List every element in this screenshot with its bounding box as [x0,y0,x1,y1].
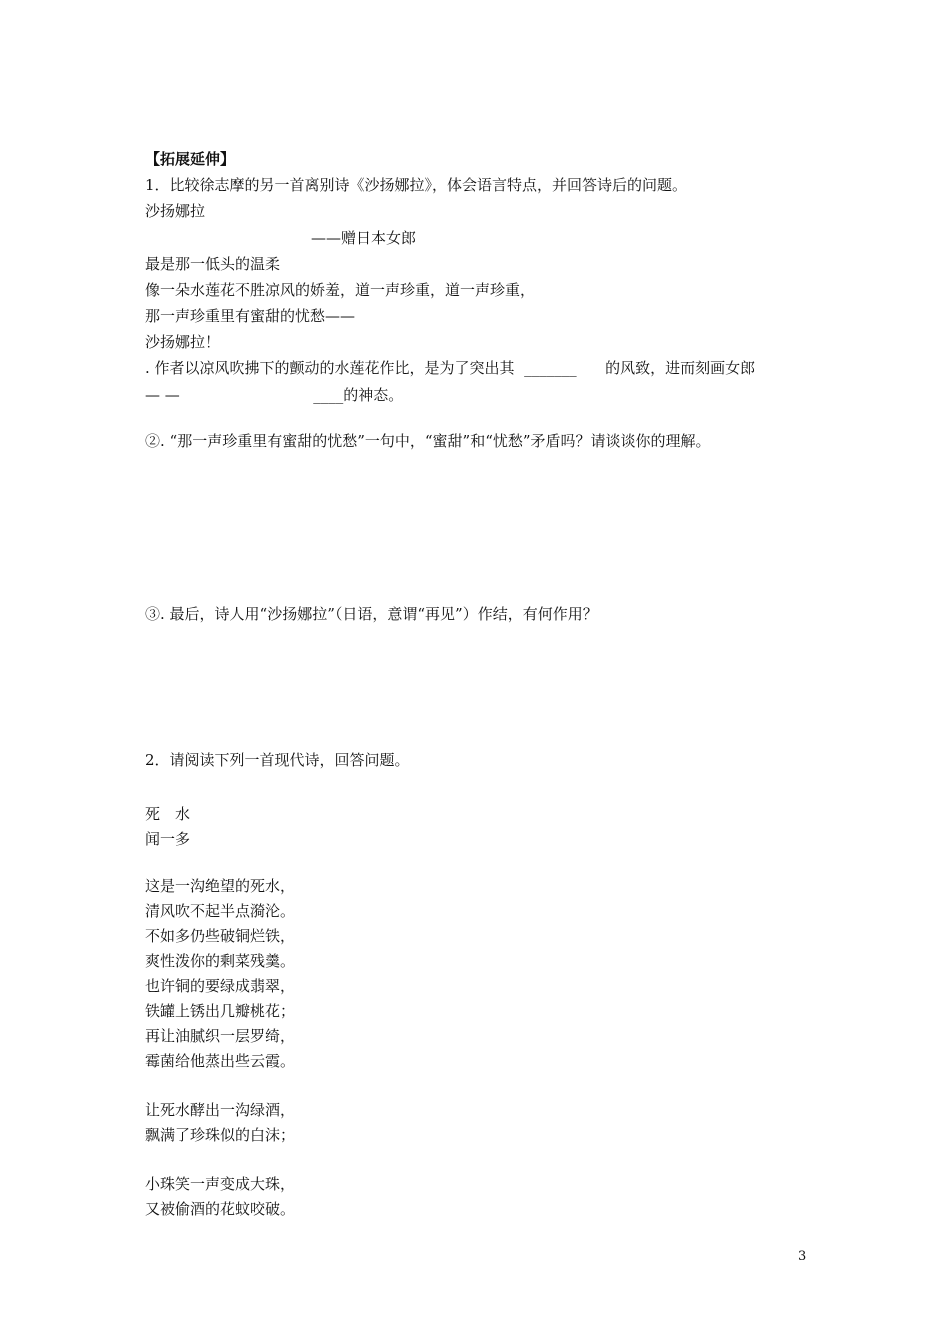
poem-2-author: 闻一多 [145,830,191,848]
poem-title: 沙扬娜拉 [145,202,206,220]
poem-2-line: 清风吹不起半点漪沦。 [145,902,296,920]
poem-line: 沙扬娜拉！ [145,333,221,351]
question-1-prompt: 1．比较徐志摩的另一首离别诗《沙扬娜拉》，体会语言特点，并回答诗后的问题。 [145,176,688,194]
poem-2-line: 小珠笑一声变成大珠， [145,1175,296,1193]
poem-2-line: 霉菌给他蒸出些云霞。 [145,1052,296,1070]
poem-2-line: 爽性泼你的剩菜残羹。 [145,952,296,970]
poem-2-line: 也许铜的要绿成翡翠， [145,977,296,995]
poem-2-line: 又被偷酒的花蚊咬破。 [145,1200,296,1218]
poem-subtitle: ——赠日本女郎 [311,229,417,247]
subquestion-1-text: . 作者以凉风吹拂下的颤动的水莲花作比，是为了突出其 _______ 的风致，进而刻画女郎 [145,359,756,377]
poem-2-line: 让死水酵出一沟绿酒， [145,1101,296,1119]
poem-2-line: 再让油腻织一层罗绮， [145,1027,296,1045]
poem-2-line: 飘满了珍珠似的白沫； [145,1126,296,1144]
question-2-prompt: 2．请阅读下列一首现代诗，回答问题。 [145,751,410,769]
poem-2-line: 不如多仍些破铜烂铁， [145,927,296,945]
poem-2-title: 死 水 [145,805,191,823]
subquestion-2: ②. “那一声珍重里有蜜甜的忧愁”一句中，“蜜甜”和“忧愁”矛盾吗？请谈谈你的理解。 [145,432,711,450]
page-number: 3 [798,1249,807,1264]
poem-line: 像一朵水莲花不胜凉风的娇羞，道一声珍重，道一声珍重， [145,281,536,299]
section-heading: 【拓展延伸】 [145,150,236,168]
subquestion-1-text-cont: — — ____的神态。 [145,386,404,404]
poem-2-line: 铁罐上锈出几瓣桃花； [145,1002,296,1020]
subquestion-3: ③. 最后，诗人用“沙扬娜拉”（日语，意谓“再见”）作结，有何作用？ [145,605,598,623]
poem-line: 最是那一低头的温柔 [145,255,281,273]
poem-line: 那一声珍重里有蜜甜的忧愁—— [145,307,356,325]
poem-2-line: 这是一沟绝望的死水， [145,877,296,895]
